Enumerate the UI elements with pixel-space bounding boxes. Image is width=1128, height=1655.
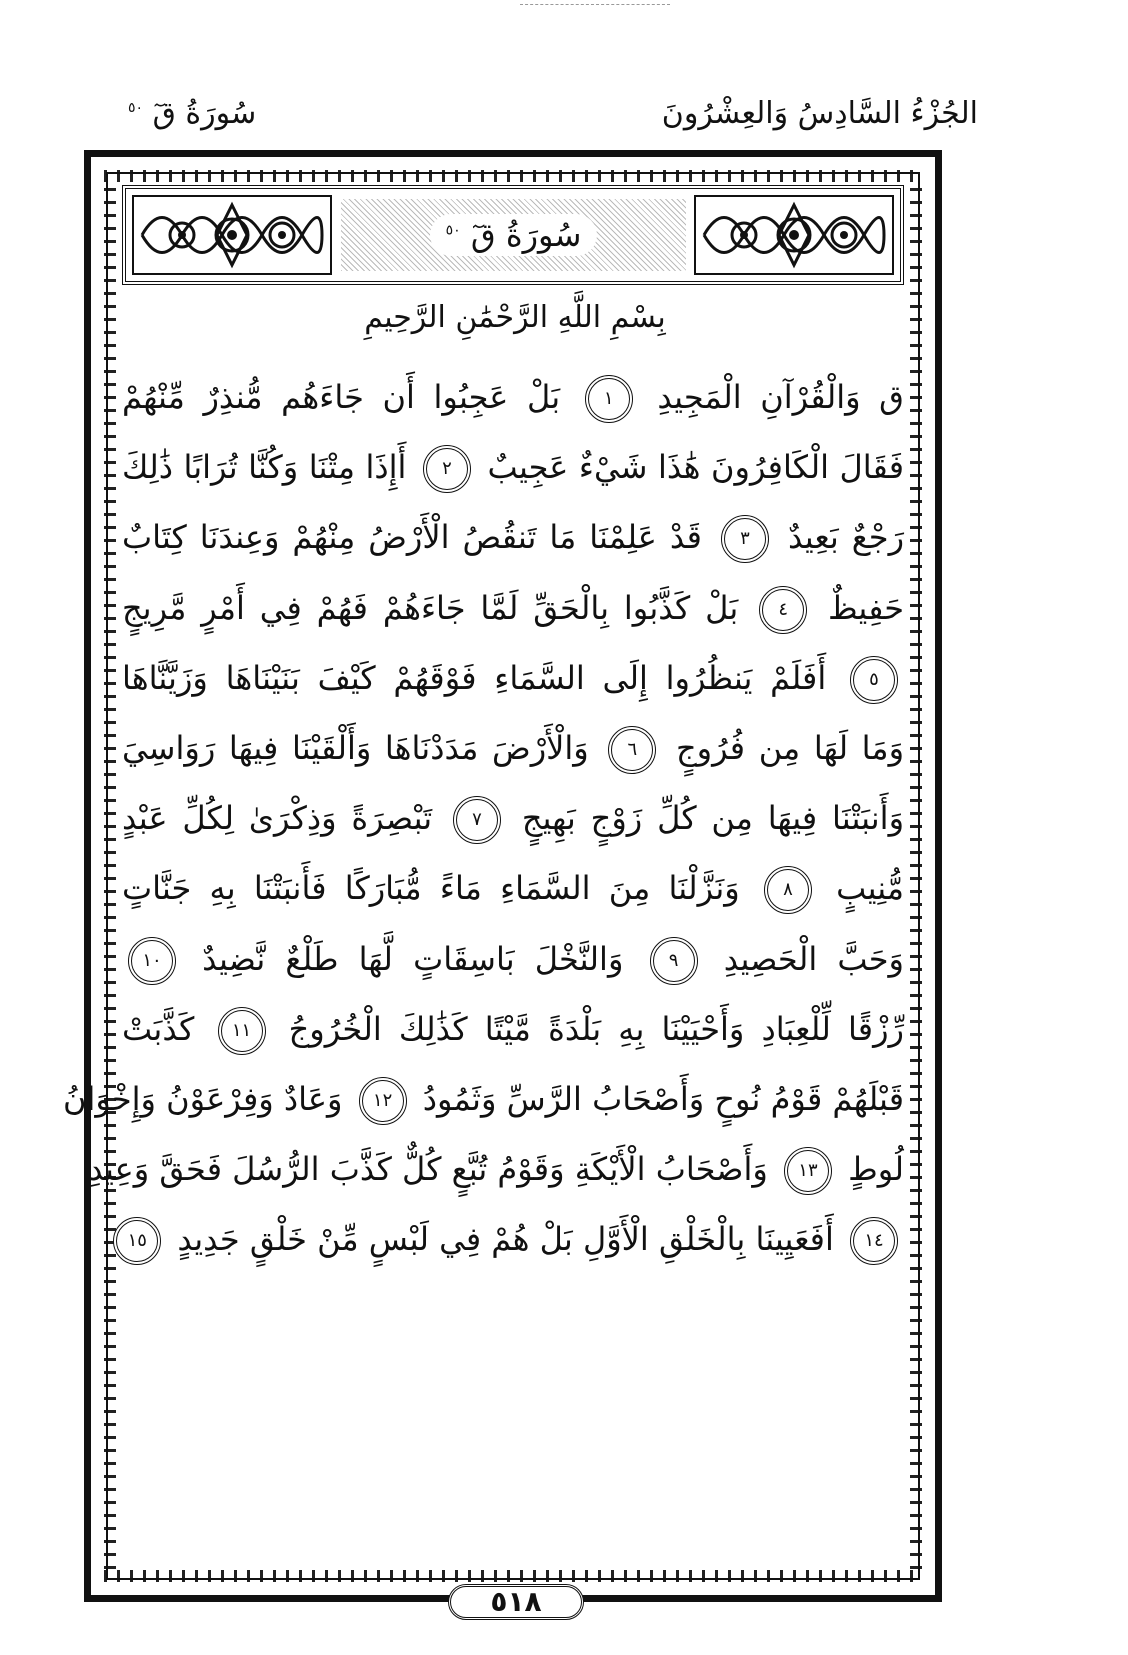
- verse-text: ق وَالْقُرْآنِ الْمَجِيدِ: [657, 378, 905, 416]
- banner-title: [430, 214, 598, 256]
- verse-text: رَجْعٌ بَعِيدٌ: [787, 518, 905, 557]
- ayah-number-marker: ٨: [764, 866, 812, 914]
- verse-text: قَدْ عَلِمْنَا مَا تَنقُصُ الْأَرْضُ مِنْهُمْ وَعِندَنَا كِتَابٌ: [122, 518, 702, 557]
- verse-text: لُوطٍ: [848, 1150, 904, 1189]
- verse-text: وَمَا لَهَا مِن فُرُوجٍ: [676, 728, 905, 767]
- banner-surah-name: سُورَةُ قٓ: [470, 216, 582, 254]
- surah-title-banner: [122, 185, 904, 285]
- verse-line: [88, 1134, 904, 1204]
- surah-header-name: سُورَةُ قٓ: [152, 96, 257, 131]
- verse-line: [122, 853, 904, 923]
- juz-header: [662, 96, 978, 131]
- surah-header-number: ٥٠: [128, 100, 144, 116]
- surah-header: [128, 96, 256, 131]
- juz-title: الجُزْءُ السَّادِسُ وَالعِشْرُونَ: [661, 96, 978, 131]
- verse-text: كَذَّبَتْ: [122, 1009, 195, 1048]
- verse-text: حَفِيظٌ: [828, 588, 905, 627]
- verse-text: وَنَزَّلْنَا مِنَ السَّمَاءِ مَاءً مُّبَارَكًا فَأَنبَتْنَا بِهِ جَنَّاتٍ: [122, 869, 740, 908]
- verse-line: [122, 1204, 904, 1274]
- verse-text: وَأَصْحَابُ الْأَيْكَةِ وَقَوْمُ تُبَّعٍ كُلٌّ كَذَّبَ الرُّسُلَ فَحَقَّ وَعِيدِ: [88, 1150, 768, 1189]
- ayah-number-marker: ١٤: [850, 1217, 898, 1265]
- verse-line: [122, 362, 904, 432]
- ayah-number-marker: ١٠: [128, 937, 176, 985]
- verse-line: [122, 432, 904, 502]
- verse-text: أَفَلَمْ يَنظُرُوا إِلَى السَّمَاءِ فَوْقَهُمْ كَيْفَ بَنَيْنَاهَا وَزَيَّنَّاهَا: [122, 658, 827, 697]
- ayah-number-marker: ١٢: [359, 1077, 407, 1125]
- banner-surah-number: ٥٠: [445, 222, 461, 239]
- verse-text: وَعَادٌ وَفِرْعَوْنُ وَإِخْوَانُ: [62, 1079, 343, 1118]
- top-scan-mark: [520, 4, 670, 5]
- banner-title-panel: [341, 199, 686, 271]
- verse-line: [62, 1064, 904, 1134]
- verse-line: [122, 502, 904, 572]
- verse-line: [122, 924, 904, 994]
- verse-line: [122, 713, 904, 783]
- verse-line: [122, 643, 904, 713]
- verse-text: بَلْ كَذَّبُوا بِالْحَقِّ لَمَّا جَاءَهُمْ فَهُمْ فِي أَمْرٍ مَّرِيجٍ: [122, 588, 739, 627]
- ayah-number-marker: ٢: [423, 445, 471, 493]
- verse-text: رِّزْقًا لِّلْعِبَادِ وَأَحْيَيْنَا بِهِ بَلْدَةً مَّيْتًا كَذَٰلِكَ الْخُرُوجُ: [288, 1009, 904, 1048]
- ayah-number-marker: ١١: [218, 1007, 266, 1055]
- ayah-number-marker: ٦: [608, 726, 656, 774]
- verse-text: أَإِذَا مِتْنَا وَكُنَّا تُرَابًا ذَٰلِكَ: [122, 448, 407, 487]
- ayah-number-marker: ١٣: [784, 1147, 832, 1195]
- verse-text: بَلْ عَجِبُوا أَن جَاءَهُم مُّنذِرٌ مِّنْهُمْ: [122, 378, 561, 416]
- verse-text: وَالْأَرْضَ مَدَدْنَاهَا وَأَلْقَيْنَا فِيهَا رَوَاسِيَ: [122, 728, 589, 767]
- ayah-number-marker: ١٥: [113, 1217, 161, 1265]
- ayah-number-marker: ٧: [453, 796, 501, 844]
- ayah-number-marker: ٤: [759, 586, 807, 634]
- ayah-number-marker: ٩: [650, 937, 698, 985]
- verse-text: قَبْلَهُمْ قَوْمُ نُوحٍ وَأَصْحَابُ الرَّسِّ وَثَمُودُ: [422, 1079, 904, 1118]
- verse-text: مُّنِيبٍ: [836, 869, 905, 908]
- verse-text: وَأَنبَتْنَا فِيهَا مِن كُلِّ زَوْجٍ بَهِيجٍ: [521, 799, 905, 838]
- basmala: بِسْمِ اللَّهِ الرَّحْمَٰنِ الرَّحِيمِ: [364, 300, 666, 335]
- page-number: ٥١٨: [448, 1584, 584, 1620]
- ayah-number-marker: ٣: [721, 515, 769, 563]
- ornament-right-icon: [694, 195, 894, 275]
- ornament-left-icon: [132, 195, 332, 275]
- verse-text: أَفَعَيِينَا بِالْخَلْقِ الْأَوَّلِ بَلْ هُمْ فِي لَبْسٍ مِّنْ خَلْقٍ جَدِيدٍ: [177, 1220, 834, 1259]
- verse-text: فَقَالَ الْكَافِرُونَ هَٰذَا شَيْءٌ عَجِيبٌ: [487, 448, 905, 487]
- verse-line: [122, 573, 904, 643]
- ayah-number-marker: ١: [585, 375, 633, 423]
- verse-text: تَبْصِرَةً وَذِكْرَىٰ لِكُلِّ عَبْدٍ: [122, 799, 433, 838]
- verse-line: [122, 783, 904, 853]
- verse-text-block: [62, 362, 905, 1274]
- verse-text: وَالنَّخْلَ بَاسِقَاتٍ لَّهَا طَلْعٌ نَّضِيدٌ: [202, 939, 624, 978]
- verse-text: وَحَبَّ الْحَصِيدِ: [723, 939, 905, 978]
- ayah-number-marker: ٥: [850, 656, 898, 704]
- verse-line: [122, 994, 904, 1064]
